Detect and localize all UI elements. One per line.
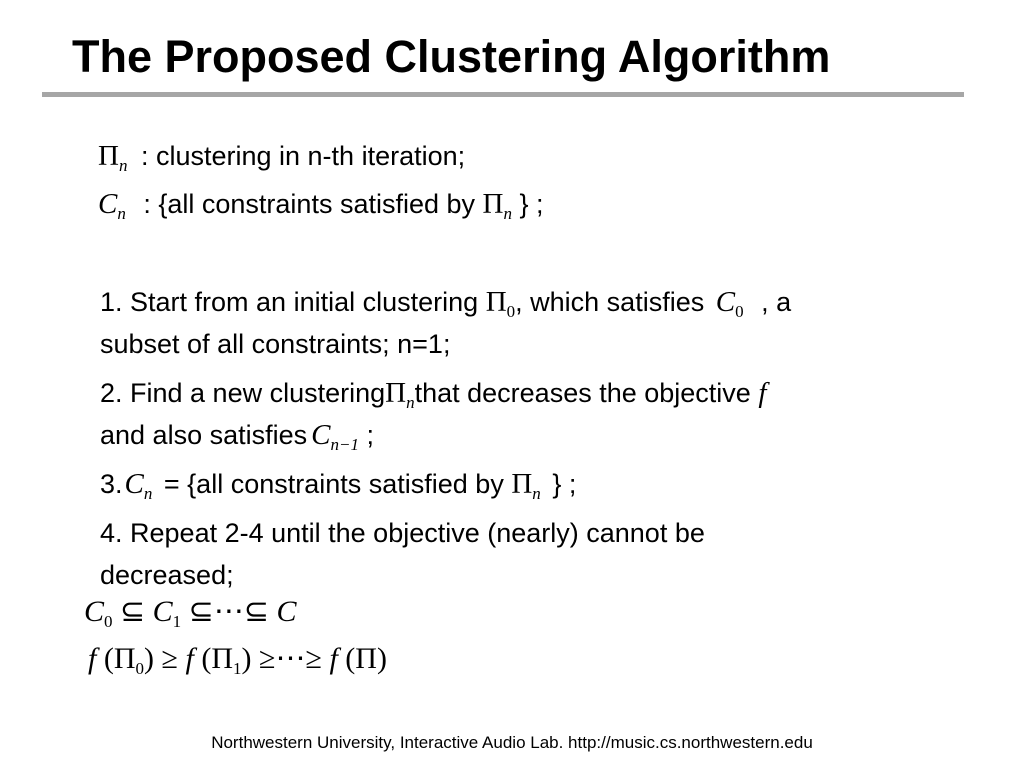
subset-symbol: ⊆ bbox=[243, 595, 269, 628]
title-underline bbox=[42, 92, 964, 97]
geq-symbol: ≥ bbox=[259, 642, 276, 675]
step-2-line-2 bbox=[100, 419, 374, 454]
pi-symbol: Π bbox=[385, 377, 407, 409]
pi-symbol: Π bbox=[485, 286, 507, 318]
step-1-text: 1. Start from an initial clustering bbox=[100, 287, 479, 317]
cdots-symbol: ⋯ bbox=[213, 595, 244, 628]
pi-n-description: : clustering in n-th iteration; bbox=[140, 141, 466, 171]
subscript-0: 0 bbox=[104, 612, 113, 631]
subscript-n: n bbox=[117, 204, 126, 223]
slide-title: The Proposed Clustering Algorithm bbox=[72, 31, 831, 82]
pi-symbol: Π bbox=[355, 642, 377, 675]
subscript-n: n bbox=[532, 484, 541, 503]
step-2-text: 2. Find a new clustering bbox=[100, 378, 386, 408]
definition-pi-n bbox=[98, 140, 466, 175]
step-2-text-d: ; bbox=[366, 420, 374, 450]
math-f bbox=[758, 377, 766, 409]
math-pi-n bbox=[98, 140, 128, 175]
right-paren: ) bbox=[376, 642, 387, 675]
math-pi-n bbox=[385, 377, 415, 412]
c-symbol: C bbox=[311, 419, 331, 451]
f-symbol: f bbox=[758, 377, 767, 409]
cdots-symbol: ⋯ bbox=[275, 642, 306, 675]
pi-symbol: Π bbox=[98, 140, 119, 172]
c-symbol: C bbox=[276, 595, 297, 628]
right-paren: ) bbox=[144, 642, 155, 675]
math-c-n bbox=[98, 188, 126, 223]
subscript-0: 0 bbox=[735, 302, 744, 321]
step-1-text-b: , which satisfies bbox=[515, 287, 705, 317]
math-pi-0 bbox=[485, 286, 516, 321]
definition-c-n bbox=[98, 188, 544, 223]
subscript-n: n bbox=[406, 393, 415, 412]
subscript-0: 0 bbox=[135, 659, 145, 678]
f-symbol: f bbox=[329, 642, 338, 675]
subset-symbol: ⊆ bbox=[188, 595, 214, 628]
pi-symbol: Π bbox=[511, 468, 533, 500]
step-1-line-2: subset of all constraints; n=1; bbox=[100, 329, 451, 359]
c-symbol: C bbox=[715, 286, 736, 318]
c-n-description-end: } ; bbox=[519, 189, 544, 219]
left-paren: ( bbox=[345, 642, 356, 675]
step-2-text-b: that decreases the objective bbox=[414, 378, 751, 408]
step-3-text-end: } ; bbox=[552, 469, 577, 499]
subset-symbol: ⊆ bbox=[120, 595, 146, 628]
right-paren: ) bbox=[241, 642, 252, 675]
step-2-line-1 bbox=[100, 377, 767, 412]
subscript-0: 0 bbox=[506, 302, 516, 321]
c-symbol: C bbox=[152, 595, 173, 628]
objective-monotonic-equation bbox=[88, 642, 387, 678]
subset-chain-equation bbox=[84, 595, 297, 631]
left-paren: ( bbox=[103, 642, 114, 675]
math-pi-n bbox=[511, 468, 541, 503]
c-symbol: C bbox=[98, 188, 118, 220]
left-paren: ( bbox=[201, 642, 212, 675]
c-symbol: C bbox=[84, 595, 105, 628]
pi-symbol: Π bbox=[211, 642, 233, 675]
geq-symbol: ≥ bbox=[161, 642, 178, 675]
f-symbol: f bbox=[185, 642, 194, 675]
subscript-n: n bbox=[143, 484, 153, 503]
step-1-text-c: , a bbox=[761, 287, 792, 317]
subscript-n: n bbox=[118, 156, 128, 175]
step-3-text: = {all constraints satisfied by bbox=[163, 469, 504, 499]
geq-symbol: ≥ bbox=[305, 642, 322, 675]
subscript-n: n bbox=[503, 204, 512, 223]
math-c-0 bbox=[715, 286, 744, 321]
step-1-line-1 bbox=[100, 286, 792, 321]
c-n-description: : {all constraints satisfied by bbox=[143, 189, 476, 219]
math-c-n bbox=[124, 468, 153, 503]
subscript-1: 1 bbox=[233, 659, 242, 678]
footer-credit: Northwestern University, Interactive Audio Lab. http://music.cs.northwestern.edu bbox=[211, 733, 813, 752]
step-4-line-2: decreased; bbox=[100, 560, 234, 590]
subscript-n-minus-1: n−1 bbox=[330, 435, 359, 454]
math-c-n-minus-1 bbox=[311, 419, 359, 454]
pi-symbol: Π bbox=[113, 642, 136, 675]
step-3-number: 3. bbox=[100, 469, 123, 499]
c-symbol: C bbox=[124, 468, 144, 500]
step-3 bbox=[100, 468, 577, 503]
math-pi-n bbox=[482, 188, 512, 223]
step-4-line-1: 4. Repeat 2-4 until the objective (nearly) cannot be bbox=[100, 518, 705, 548]
f-symbol: f bbox=[88, 642, 97, 675]
pi-symbol: Π bbox=[482, 188, 504, 220]
subscript-1: 1 bbox=[172, 612, 182, 631]
step-2-text-c: and also satisfies bbox=[100, 420, 308, 450]
